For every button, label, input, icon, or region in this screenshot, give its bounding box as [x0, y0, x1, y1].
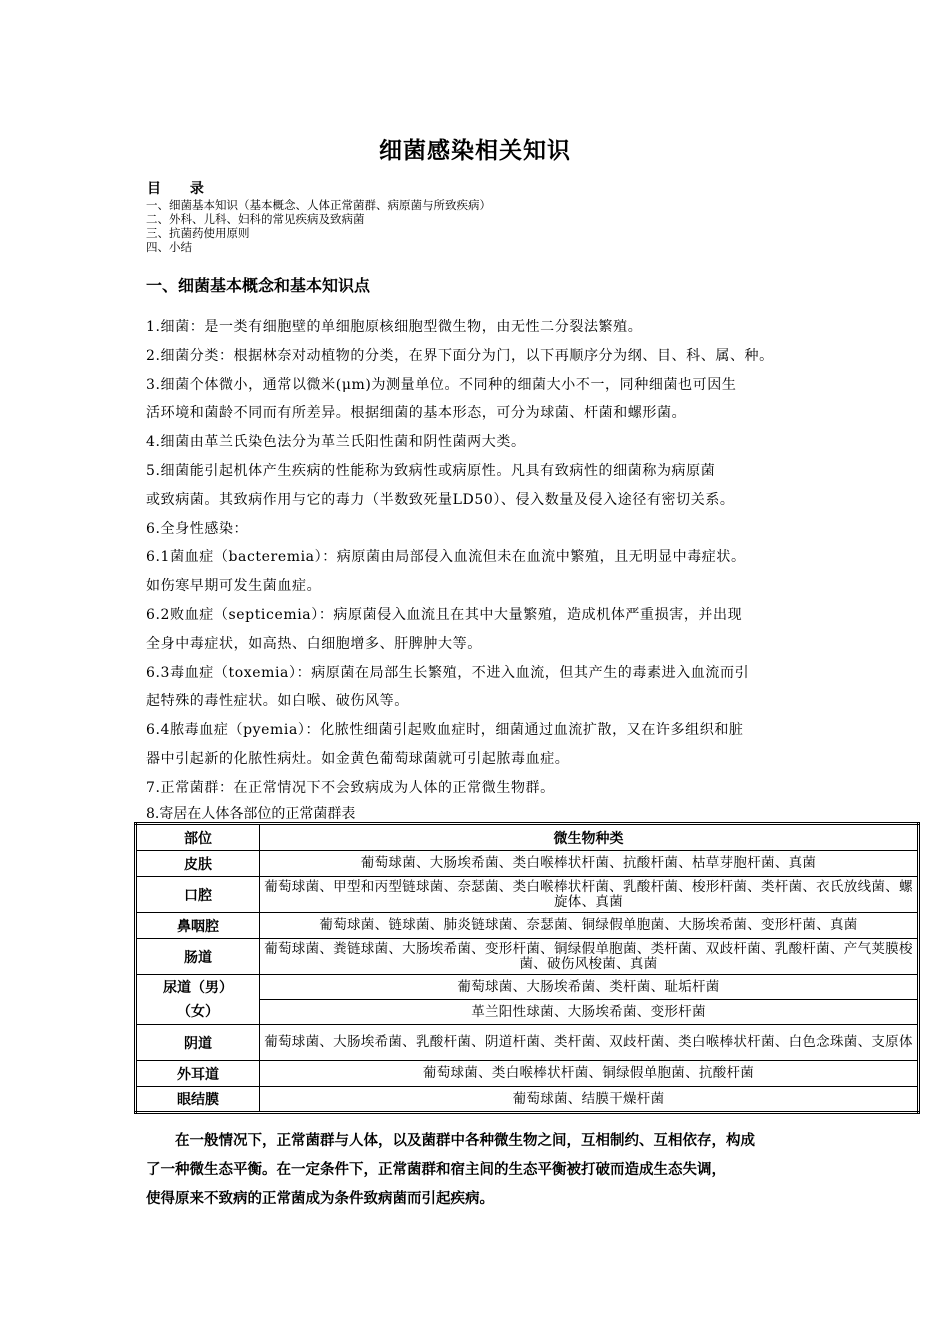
- text-line: 5.细菌能引起机体产生疾病的性能称为致病性或病原性。凡具有致病性的细菌称为病原菌: [146, 462, 716, 479]
- text-line: 1.细菌：是一类有细胞壁的单细胞原核细胞型微生物，由无性二分裂法繁殖。: [146, 319, 643, 335]
- table-of-contents: [146, 198, 491, 254]
- body-text: [146, 313, 836, 803]
- table-row: [136, 975, 919, 1000]
- text-line: 6.4脓毒血症（pyemia）：化脓性细菌引起败血症时，细菌通过血流扩散，又在许多组织和脏: [146, 722, 744, 739]
- site-label: 尿道（男）（女）: [163, 979, 233, 1020]
- text-line: 使得原来不致病的正常菌成为条件致病菌而引起疾病。: [146, 1190, 494, 1207]
- text-line: 3.细菌个体微小，通常以微米(μm)为测量单位。不同种的细菌大小不一，同种细菌也可因生: [146, 376, 737, 393]
- toc-item: 四、小结: [146, 240, 192, 254]
- table-row: [136, 877, 919, 913]
- microbe-cell: 葡萄球菌、粪链球菌、大肠埃希菌、变形杆菌、铜绿假单胞菌、类杆菌、双歧杆菌、乳酸杆菌、产气荚膜梭菌、破伤风梭菌、真菌: [260, 939, 919, 975]
- site-cell: [136, 975, 260, 1025]
- table-row: [136, 939, 919, 975]
- text-line: 4.细菌由革兰氏染色法分为革兰氏阳性菌和阴性菌两大类。: [146, 434, 526, 451]
- text-line: 活环境和菌龄不同而有所差异。根据细菌的基本形态，可分为球菌、杆菌和螺形菌。: [146, 405, 687, 422]
- site-cell: 肠道: [136, 939, 260, 975]
- site-cell: 外耳道: [136, 1061, 260, 1087]
- table-caption: 8.寄居在人体各部位的正常菌群表: [146, 806, 356, 822]
- table-header-row: [136, 824, 919, 851]
- toc-heading: 目 录: [147, 181, 216, 197]
- column-header: 部位: [136, 824, 260, 851]
- text-line: 7.正常菌群：在正常情况下不会致病成为人体的正常微生物群。: [146, 779, 555, 796]
- document-title: 细菌感染相关知识: [379, 138, 571, 164]
- text-line: 6.全身性感染：: [146, 520, 249, 537]
- microbe-cell: 革兰阳性球菌、大肠埃希菌、变形杆菌: [260, 1000, 919, 1025]
- closing-paragraph: [146, 1126, 826, 1213]
- text-line: 2.细菌分类：根据林奈对动植物的分类，在界下面分为门，以下再顺序分为纲、目、科、属、种。: [146, 347, 774, 364]
- text-line: 起特殊的毒性症状。如白喉、破伤风等。: [146, 693, 409, 710]
- site-cell: 鼻咽腔: [136, 913, 260, 939]
- text-line: 全身中毒症状，如高热、白细胞增多、肝脾肿大等。: [146, 635, 482, 652]
- site-cell: 口腔: [136, 877, 260, 913]
- microbe-cell: 葡萄球菌、大肠埃希菌、乳酸杆菌、阴道杆菌、类杆菌、双歧杆菌、类白喉棒状杆菌、白色念珠菌、支原体: [260, 1025, 919, 1061]
- site-cell: 眼结膜: [136, 1087, 260, 1113]
- microbe-cell: 葡萄球菌、大肠埃希菌、类杆菌、耻垢杆菌: [260, 975, 919, 1000]
- microbe-cell: 葡萄球菌、大肠埃希菌、类白喉棒状杆菌、抗酸杆菌、枯草芽胞杆菌、真菌: [260, 851, 919, 877]
- text-line: 6.1菌血症（bacteremia）：病原菌由局部侵入血流但未在血流中繁殖，且无明显中毒症状。: [146, 549, 746, 566]
- microbe-cell: 葡萄球菌、结膜干燥杆菌: [260, 1087, 919, 1113]
- table-row: [136, 1061, 919, 1087]
- table-row: [136, 851, 919, 877]
- table-row: [136, 1087, 919, 1113]
- text-line: 6.3毒血症（toxemia）：病原菌在局部生长繁殖，不进入血流，但其产生的毒素进入血流而引: [146, 664, 750, 681]
- table-row: [136, 913, 919, 939]
- text-line: 如伤寒早期可发生菌血症。: [146, 578, 322, 595]
- text-line: 了一种微生态平衡。在一定条件下，正常菌群和宿主间的生态平衡被打破而造成生态失调，: [146, 1161, 726, 1178]
- toc-item: 二、外科、儿科、妇科的常见疾病及致病菌: [146, 212, 365, 226]
- text-line: 或致病菌。其致病作用与它的毒力（半数致死量LD50）、侵入数量及侵入途径有密切关系。: [146, 491, 735, 508]
- section-heading: 一、细菌基本概念和基本知识点: [146, 276, 371, 295]
- text-line: 器中引起新的化脓性病灶。如金黄色葡萄球菌就可引起脓毒血症。: [146, 750, 570, 767]
- site-cell: 阴道: [136, 1025, 260, 1061]
- toc-item: 一、细菌基本知识（基本概念、人体正常菌群、病原菌与所致疾病）: [146, 198, 491, 212]
- column-header: 微生物种类: [260, 824, 919, 851]
- normal-flora-table: [134, 822, 920, 1114]
- table-row: [136, 1025, 919, 1061]
- toc-item: 三、抗菌药使用原则: [146, 226, 250, 240]
- text-line: 6.2败血症（septicemia）：病原菌侵入血流且在其中大量繁殖，造成机体严重损害，并出现: [146, 606, 743, 623]
- microbe-cell: 葡萄球菌、链球菌、肺炎链球菌、奈瑟菌、铜绿假单胞菌、大肠埃希菌、变形杆菌、真菌: [260, 913, 919, 939]
- microbe-cell: 葡萄球菌、甲型和丙型链球菌、奈瑟菌、类白喉棒状杆菌、乳酸杆菌、梭形杆菌、类杆菌、衣氏放线菌、螺旋体、真菌: [260, 877, 919, 913]
- text-line: 在一般情况下，正常菌群与人体，以及菌群中各种微生物之间，互相制约、互相依存，构成: [146, 1132, 755, 1149]
- microbe-cell: 葡萄球菌、类白喉棒状杆菌、铜绿假单胞菌、抗酸杆菌: [260, 1061, 919, 1087]
- site-cell: 皮肤: [136, 851, 260, 877]
